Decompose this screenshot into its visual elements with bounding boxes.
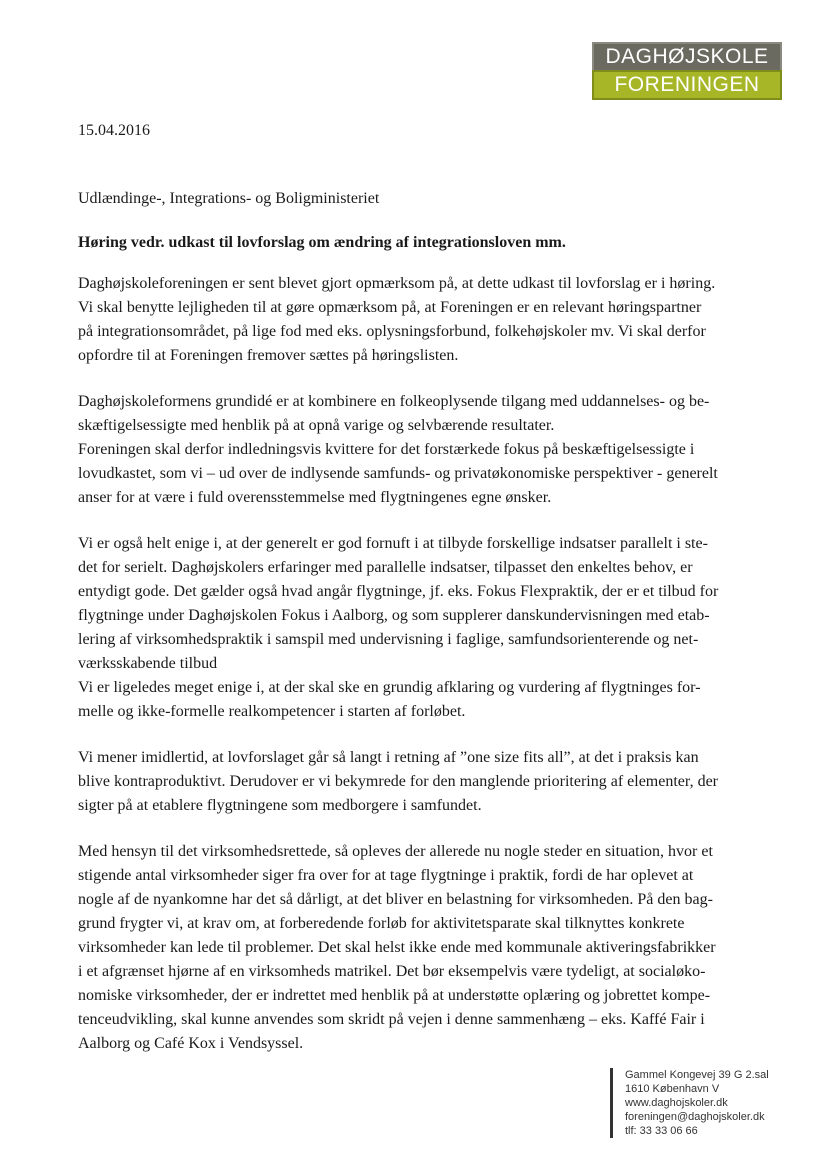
text-line: Vi mener imidlertid, at lovforslaget går så langt i retning af ”one size fits all”, at det i praksis kan xyxy=(78,749,699,766)
paragraph-4 xyxy=(78,746,748,818)
logo xyxy=(592,42,782,100)
text-line: lovudkastet, som vi – ud over de indlysende samfunds- og privatøkonomiske perspektiver - generelt xyxy=(78,465,718,482)
text-line: blive kontraproduktivt. Derudover er vi bekymrede for den manglende prioritering af elementer, der xyxy=(78,773,719,790)
letter-date: 15.04.2016 xyxy=(78,122,150,139)
subject-heading: Høring vedr. udkast til lovforslag om ændring af integrationsloven mm. xyxy=(78,234,566,251)
logo-line-2: FORENINGEN xyxy=(592,70,782,100)
address-city: 1610 København V xyxy=(625,1083,720,1095)
text-line: opfordre til at Foreningen fremover sættes på høringslisten. xyxy=(78,347,459,364)
text-line: stigende antal virksomheder siger fra over for at tage flygtninge i praktik, fordi de har oplevet at xyxy=(78,867,694,884)
paragraph-5 xyxy=(78,840,748,1056)
text-line: lering af virksomhedspraktik i samspil med undervisning i faglige, samfundsorienterende og net- xyxy=(78,631,699,648)
text-line: nomiske virksomheder, der er indrettet med henblik på at understøtte oplæring og jobrettet kompe- xyxy=(78,987,711,1004)
address-phone: tlf: 33 33 06 66 xyxy=(625,1125,698,1137)
text-line: virksomheder kan lede til problemer. Det skal helst ikke ende med kommunale aktiveringsfabrikker xyxy=(78,939,716,956)
text-line: Vi er ligeledes meget enige i, at der skal ske en grundig afklaring og vurdering af flygtninges for- xyxy=(78,679,701,696)
logo-line-1: DAGHØJSKOLE xyxy=(592,42,782,72)
address-block xyxy=(610,1068,769,1138)
text-line: sigter på at etablere flygtningene som medborgere i samfundet. xyxy=(78,797,482,814)
paragraph-3 xyxy=(78,532,748,724)
text-line: Vi er også helt enige i, at der generelt er god fornuft i at tilbyde forskellige indsatser parallelt i ste- xyxy=(78,535,708,552)
paragraph-2 xyxy=(78,390,748,510)
text-line: det for serielt. Daghøjskolers erfaringer med parallelle indsatser, tilpasset den enkeltes behov, er xyxy=(78,559,693,576)
letter-body xyxy=(78,272,748,1078)
text-line: Daghøjskoleforeningen er sent blevet gjort opmærksom på, at dette udkast til lovforslag er i høring. xyxy=(78,275,716,292)
text-line: i et afgrænset hjørne af en virksomheds matrikel. Det bør eksempelvis være tydeligt, at socialøko- xyxy=(78,963,706,980)
text-line: Foreningen skal derfor indledningsvis kvittere for det forstærkede fokus på beskæftigelsessigte i xyxy=(78,441,695,458)
text-line: entydigt gode. Det gælder også hvad angår flygtninge, jf. eks. Fokus Flexpraktik, der er et tilbud for xyxy=(78,583,719,600)
recipient: Udlændinge-, Integrations- og Boligministeriet xyxy=(78,190,380,207)
address-street: Gammel Kongevej 39 G 2.sal xyxy=(625,1069,769,1081)
paragraph-1 xyxy=(78,272,748,368)
address-email: foreningen@daghojskoler.dk xyxy=(625,1111,765,1123)
address-website: www.daghojskoler.dk xyxy=(625,1097,728,1109)
text-line: Daghøjskoleformens grundidé er at kombinere en folkeoplysende tilgang med uddannelses- og be- xyxy=(78,393,710,410)
text-line: flygtninge under Daghøjskolen Fokus i Aalborg, og som supplerer danskundervisningen med etab- xyxy=(78,607,710,624)
text-line: melle og ikke-formelle realkompetencer i starten af forløbet. xyxy=(78,703,466,720)
text-line: nogle af de nyankomne har det så dårligt, at det bliver en belastning for virksomheden. På den bag- xyxy=(78,891,713,908)
text-line: grund frygter vi, at krav om, at forberedende forløb for aktivitetsparate skal tilknyttes konkrete xyxy=(78,915,685,932)
text-line: værksskabende tilbud xyxy=(78,655,218,672)
text-line: tenceudvikling, skal kunne anvendes som skridt på vejen i denne sammenhæng – eks. Kaffé Fair i xyxy=(78,1011,705,1028)
text-line: skæftigelsessigte med henblik på at opnå varige og selvbærende resultater. xyxy=(78,417,555,434)
text-line: anser for at være i fuld overensstemmelse med flygtningenes egne ønsker. xyxy=(78,489,552,506)
text-line: Vi skal benytte lejligheden til at gøre opmærksom på, at Foreningen er en relevant høringspartner xyxy=(78,299,702,316)
text-line: Med hensyn til det virksomhedsrettede, så opleves der allerede nu nogle steder en situation, hvor et xyxy=(78,843,713,860)
text-line: Aalborg og Café Kox i Vendsyssel. xyxy=(78,1035,304,1052)
text-line: på integrationsområdet, på lige fod med eks. oplysningsforbund, folkehøjskoler mv. Vi skal derfor xyxy=(78,323,706,340)
